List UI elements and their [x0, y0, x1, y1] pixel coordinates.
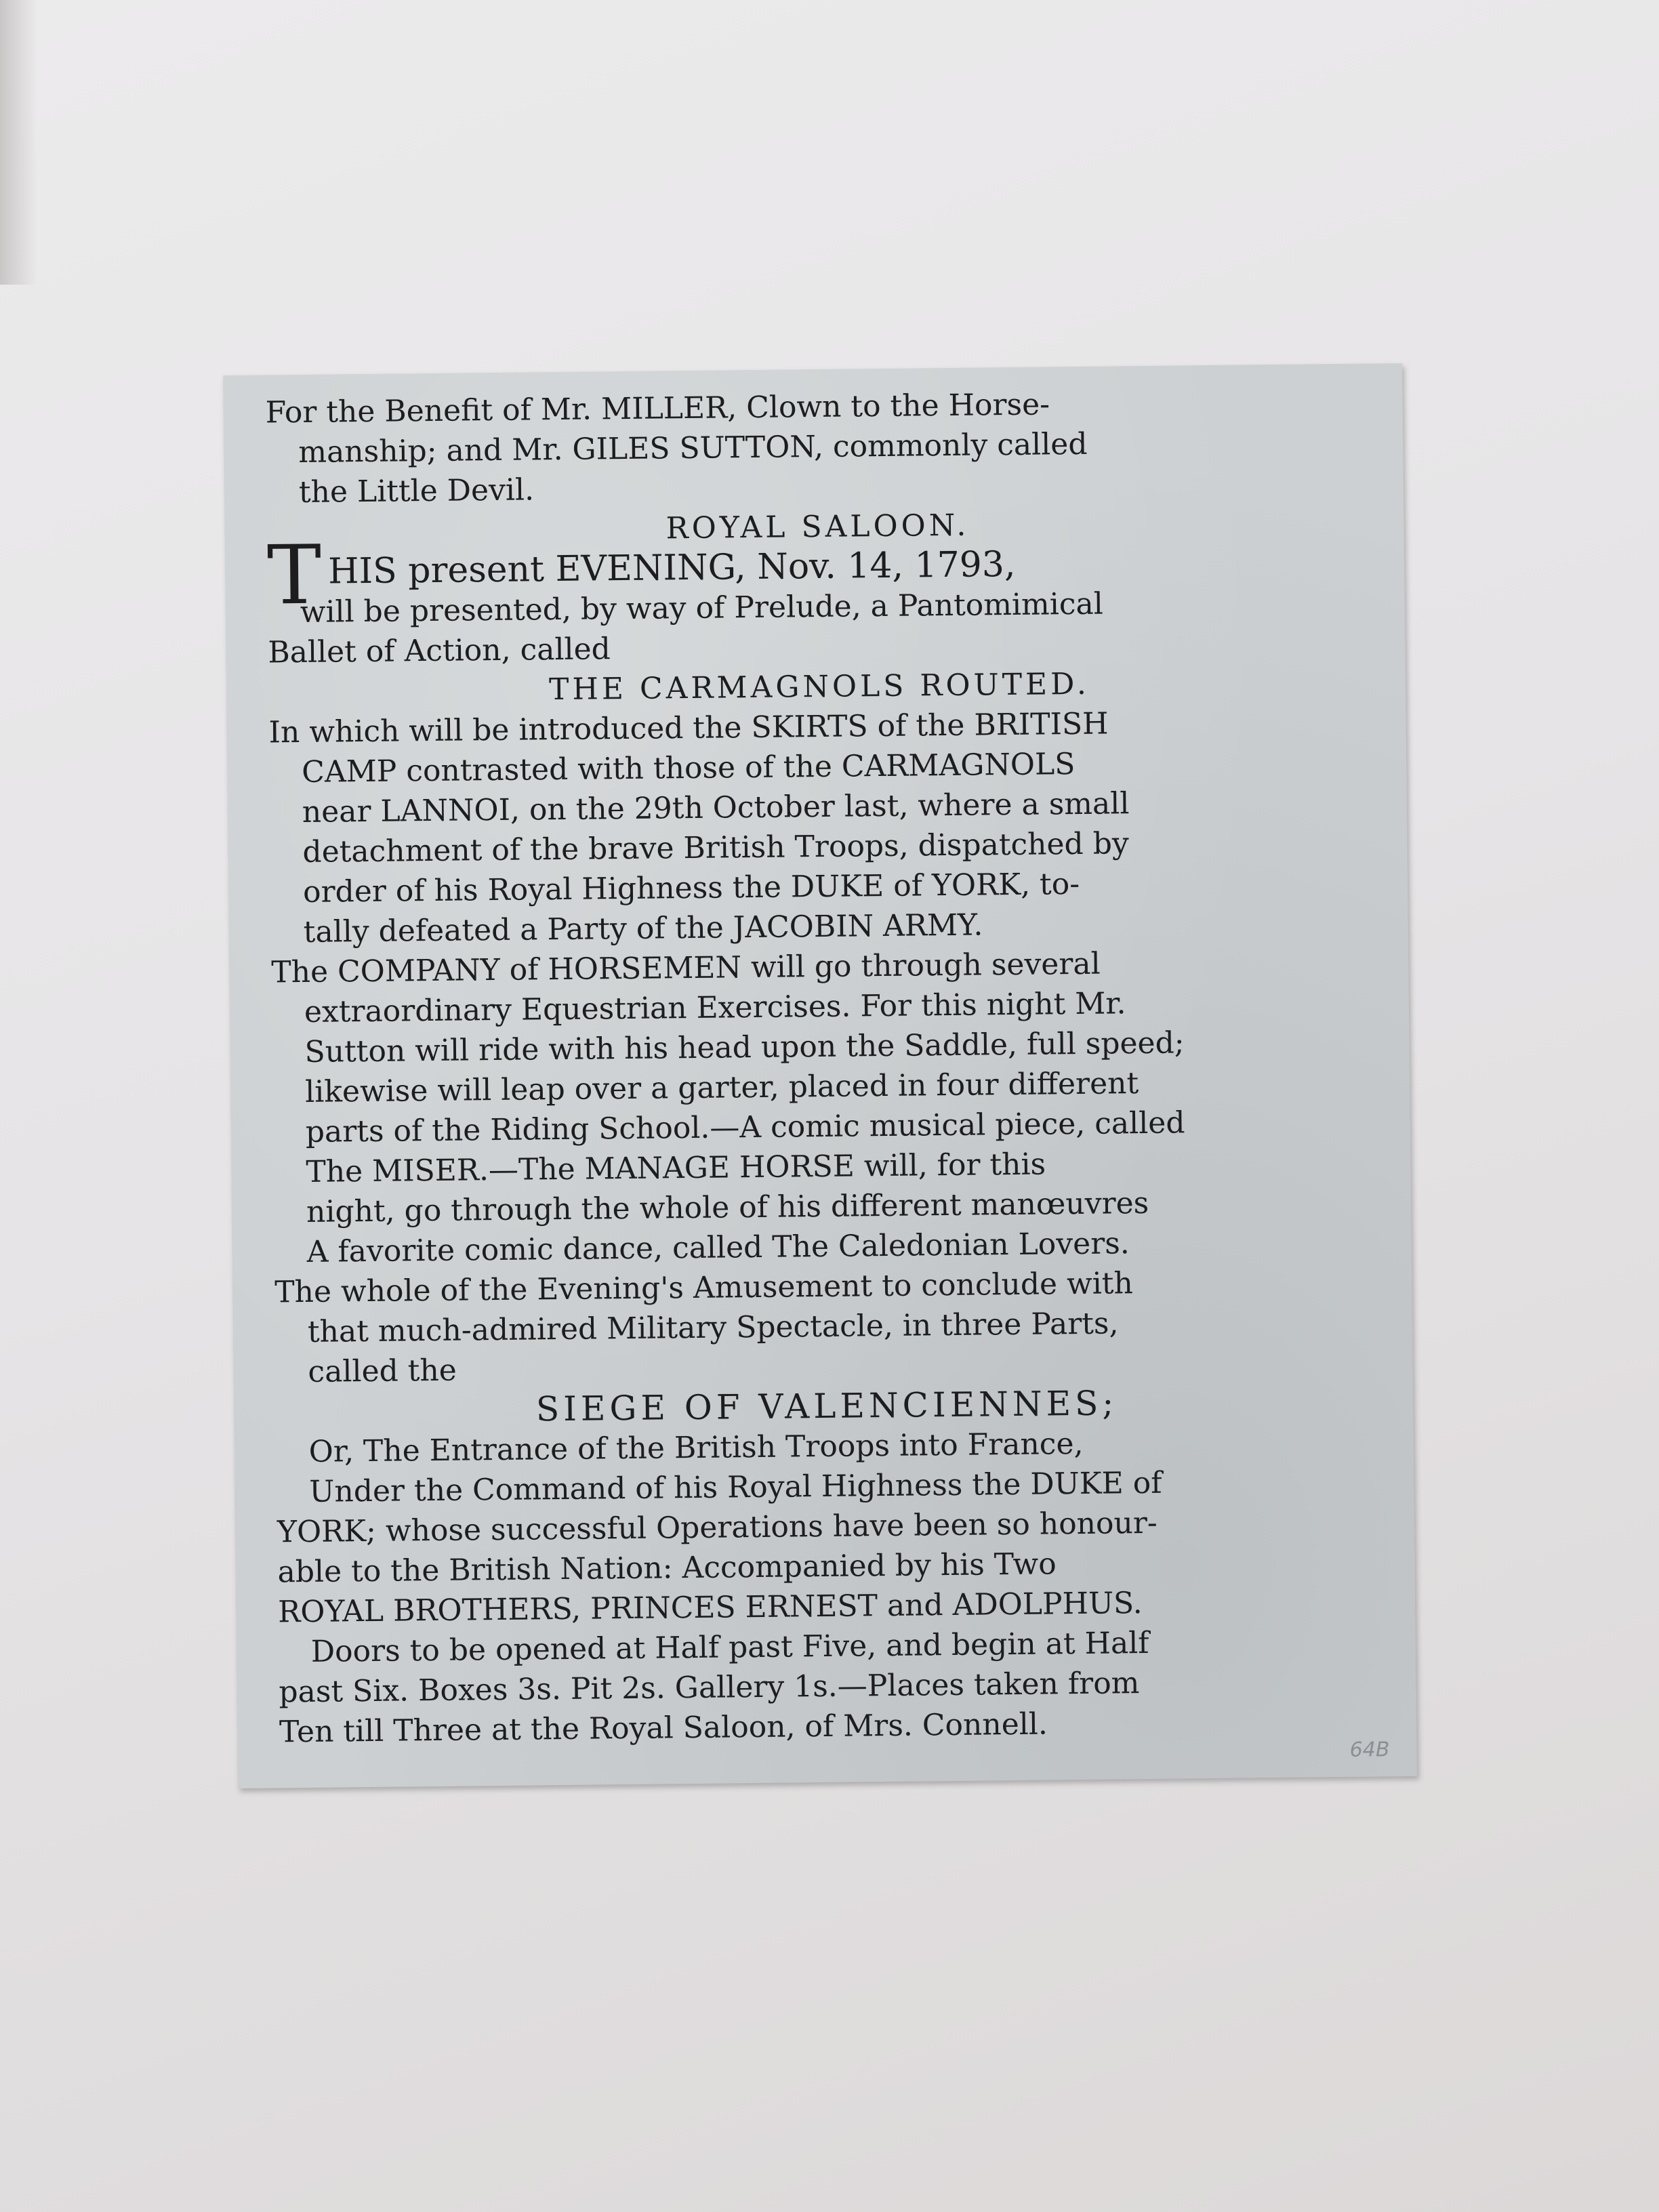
body-line-21: night, go through the whole of his different manœuvres — [306, 1185, 1149, 1229]
body-line-11: near LANNOI, on the 29th October last, where a small — [302, 786, 1130, 830]
venue-heading: ROYAL SALOON. — [665, 508, 970, 546]
drop-cap: T — [266, 528, 323, 623]
body-line-23: The whole of the Evening's Amusement to conclude with — [274, 1266, 1134, 1310]
body-line-31: ROYAL BROTHERS, PRINCES ERNEST and ADOLPHUS. — [277, 1586, 1143, 1630]
body-line-17: Sutton will ride with his head upon the Saddle, full speed; — [304, 1025, 1185, 1069]
body-line-20: The MISER.—The MANAGE HORSE will, for this — [306, 1147, 1046, 1189]
body-line-33: past Six. Boxes 3s. Pit 2s. Gallery 1s.—Places taken from — [279, 1666, 1140, 1710]
body-line-19: parts of the Riding School.—A comic musical piece, called — [305, 1105, 1185, 1149]
body-line-9: In which will be introduced the SKIRTS of the BRITISH — [268, 706, 1109, 750]
body-line-22: A favorite comic dance, called The Caledonian Lovers. — [306, 1226, 1130, 1269]
benefit-line-3: the Little Devil. — [298, 472, 535, 510]
newspaper-clipping — [223, 363, 1417, 1788]
ballet-line: Ballet of Action, called — [268, 632, 611, 670]
body-line-34: Ten till Three at the Royal Saloon, of Mrs. Connell. — [279, 1706, 1048, 1750]
body-line-32: Doors to be opened at Half past Five, and begin at Half — [310, 1625, 1149, 1669]
body-line-13: order of his Royal Highness the DUKE of YORK, to- — [302, 866, 1080, 909]
benefit-line-1: For the Benefit of Mr. MILLER, Clown to the Horse- — [265, 387, 1050, 430]
body-line-12: detachment of the brave British Troops, dispatched by — [302, 826, 1129, 869]
prelude-line: will be presented, by way of Prelude, a Pantomimical — [300, 586, 1104, 630]
body-line-24: that much-admired Military Spectacle, in three Parts, — [307, 1306, 1119, 1349]
ballet-title: THE CARMAGNOLS ROUTED. — [548, 666, 1090, 708]
page-spine-shadow — [0, 0, 37, 285]
body-line-10: CAMP contrasted with those of the CARMAGNOLS — [301, 747, 1076, 790]
body-line-16: extraordinary Equestrian Exercises. For this night Mr. — [304, 986, 1126, 1029]
body-line-25: called the — [308, 1353, 457, 1389]
body-line-14: tally defeated a Party of the JACOBIN ARMY. — [303, 907, 983, 949]
body-line-28: Under the Command of his Royal Highness the DUKE of — [309, 1465, 1162, 1509]
body-line-30: able to the British Nation: Accompanied by his Two — [277, 1547, 1057, 1590]
body-line-18: likewise will leap over a garter, placed in four different — [304, 1066, 1139, 1109]
body-line-29: YORK; whose successful Operations have been so honour- — [276, 1505, 1158, 1550]
evening-date-text: HIS present EVENING, Nov. 14, 1793, — [327, 544, 1016, 592]
catalogue-mark: 64B — [1349, 1738, 1390, 1762]
benefit-line-2: manship; and Mr. GILES SUTTON, commonly called — [298, 426, 1088, 470]
body-line-15: The COMPANY of HORSEMEN will go through several — [271, 946, 1101, 990]
spectacle-title: SIEGE OF VALENCIENNES; — [535, 1383, 1118, 1429]
body-line-27: Or, The Entrance of the British Troops into France, — [308, 1426, 1084, 1469]
